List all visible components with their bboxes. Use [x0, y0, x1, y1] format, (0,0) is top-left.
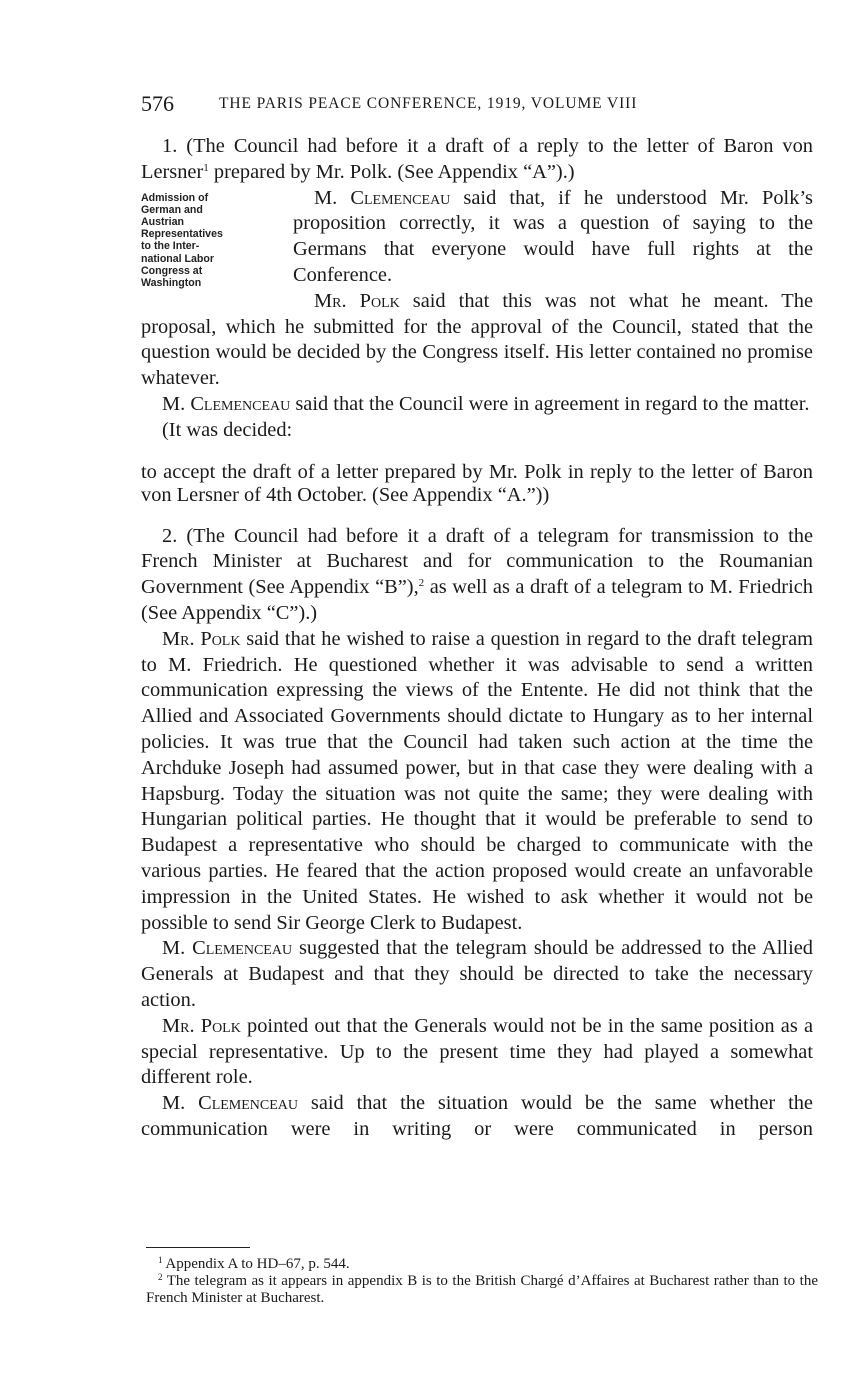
- speaker-name: M. Clemenceau: [314, 186, 451, 209]
- item1-paragraph-intro: 1. (The Council had before it a draft of a reply to the letter of Baron von Lersner$^1$ prepared by Mr. Polk. (See Appendix “A”).): [141, 135, 813, 183]
- footnote-2: $^2$ The telegram as it appears in appendix B is to the British Chargé d’Affaires at Bucharest rather than to the French Minister at Bucharest.: [146, 1272, 818, 1306]
- item2-paragraph-clemenceau: M. Clemenceau suggested that the telegram should be addressed to the Allied Generals at Budapest and that they should be directed to take the necessary action.: [141, 937, 813, 1011]
- footnote-divider: [146, 1247, 250, 1248]
- footnote-ref-1[interactable]: 1: [203, 161, 209, 174]
- item2-paragraph-intro: 2. (The Council had before it a draft of a telegram for transmission to the French Minister at Bucharest and for communication to the Roumanian Government (See Appendix “B”),$^2$ as well as a draft of a telegram to M. Friedrich (See Appendix “C”).): [141, 524, 813, 624]
- item1-paragraph-agreement: M. Clemenceau said that the Council were in agreement in regard to the matter.: [162, 392, 810, 415]
- item2-paragraph-polk: Mr. Polk said that he wished to raise a question in regard to the draft telegram to M. Friedrich. He questioned whether it was advisable to send a written communication expressing the views of the Entente. He did not think that the Allied and Associated Governments should dictate to Hungary as to her internal policies. It was true that the Council had taken such action at the time the Archduke Joseph had assumed power, but in that case they were dealing with a Hapsburg. Today the situation was not quite the same; they were dealing with Hungarian political parties. He thought that it would be preferable to send to Budapest a representative who should be charged to communicate with the various parties. He feared that the action proposed would create an unfavorable impression in the United States. He wished to ask whether it would not be possible to send Sir George Clerk to Budapest.: [141, 627, 814, 934]
- page-number: 576: [141, 91, 174, 116]
- sidenote-labor-congress: Admission of German and Austrian Representatives to the Inter- national Labor Congress at Washington: [141, 191, 223, 290]
- speaker-name: Mr. Polk: [314, 289, 400, 312]
- speaker-name: Mr. Polk: [162, 1014, 241, 1037]
- footnotes: [146, 1256, 818, 1307]
- footnote-ref-2[interactable]: 2: [418, 577, 425, 590]
- running-title: THE PARIS PEACE CONFERENCE, 1919, VOLUME VIII: [219, 95, 638, 112]
- item2-paragraph-generals: Mr. Polk pointed out that the Generals would not be in the same position as a special representative. Up to the present time they had played a somewhat different role.: [141, 1014, 813, 1089]
- document-body: [141, 134, 813, 1143]
- speaker-name: M. Clemenceau: [162, 392, 291, 415]
- item2-paragraph-situation: M. Clemenceau said that the situation would be the same whether the communication were in writing or were communicated in person: [141, 1092, 813, 1140]
- decision-intro: (It was decided:: [162, 418, 293, 441]
- item1-paragraph-polk: Mr. Polk said that this was not what he meant. The proposal, which he submitted for the approval of the Council, stated that the question would be decided by the Congress itself. His letter contained no promise whatever.: [141, 289, 813, 390]
- speaker-name: M. Clemenceau: [162, 937, 293, 960]
- page-header: [141, 91, 821, 121]
- speaker-name: Mr. Polk: [162, 627, 241, 650]
- footnote-1: $^1$ Appendix A to HD–67, p. 544.: [158, 1255, 350, 1272]
- decision-text: to accept the draft of a letter prepared by Mr. Polk in reply to the letter of Baron von Lersner of 4th October. (See Appendix “A.”)): [141, 460, 813, 506]
- item1-paragraph-clemenceau: M. Clemenceau said that, if he understood Mr. Polk’s proposition correctly, it was a question of saying to the Germans that everyone would have full rights at the Conference.: [293, 186, 813, 286]
- speaker-name: M. Clemenceau: [162, 1092, 299, 1115]
